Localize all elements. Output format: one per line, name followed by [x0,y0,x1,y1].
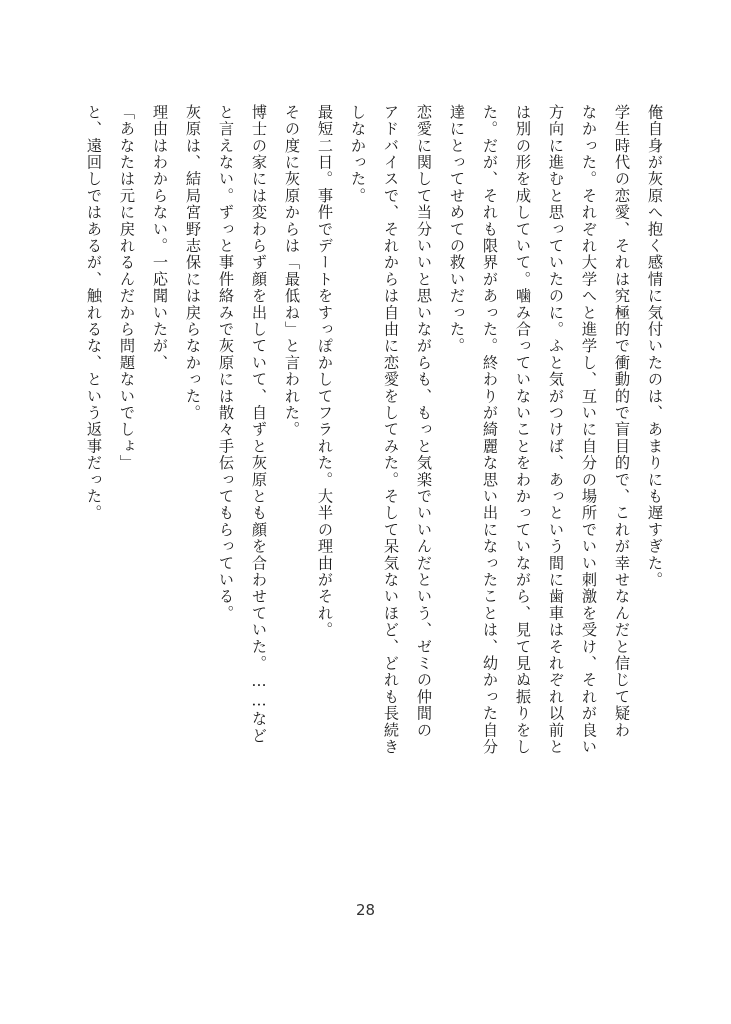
text-line: 達にとってせめての救いだった。 [448,104,466,355]
text-line: は別の形を成していて。噛み合っていないことをわかっていながら、見て見ぬ振りをし [514,104,532,756]
text-line: 方向に進むと思っていたのに。ふと気がつけば、あっという間に歯車はそれぞれ以前と [547,104,565,756]
text-line: その度に灰原からは「最低ね」と言われた。 [283,104,301,438]
text-line: 恋愛に関して当分いいと思いながらも、もっと気楽でいいんだという、ゼミの仲間の [415,104,433,739]
text-line: 灰原は、結局宮野志保には戻らなかった。 [184,104,202,422]
text-line: なかった。それぞれ大学へと進学し、互いに自分の場所でいい刺激を受け、それが良い [580,104,598,756]
text-line: しなかった。 [349,104,367,205]
text-line: た。だが、それも限界があった。終わりが綺麗な思い出になったことは、幼かった自分 [481,104,499,756]
text-line: 最短二日。事件でデートをすっぽかしてフラれた。大半の理由がそれ。 [316,104,334,639]
text-line: アドバイスで、それからは自由に恋愛をしてみた。そして呆気ないほど、どれも長続き [382,104,400,756]
text-line: 学生時代の恋愛、それは究極的で衝動的で盲目的で、これが幸せなんだと信じて疑わ [613,104,631,739]
text-line: 俺自身が灰原へ抱く感情に気付いたのは、あまりにも遅すぎた。 [646,104,664,589]
text-line: と言えない。ずっと事件絡みで灰原には散々手伝ってもらっている。 [217,104,235,622]
text-line: 博士の家には変わらず顔を出していて、自ずと灰原とも顔を合わせていた。……など [250,104,268,745]
page-number: 28 [355,901,376,919]
text-line: 理由はわからない。一応聞いたが、 [151,104,169,372]
text-line: と、遠回しではあるが、触れるな、という返事だった。 [85,104,103,522]
text-line: 「あなたは元に戻れるんだから問題ないでしょ」 [118,104,136,472]
vertical-text-body [71,104,671,804]
